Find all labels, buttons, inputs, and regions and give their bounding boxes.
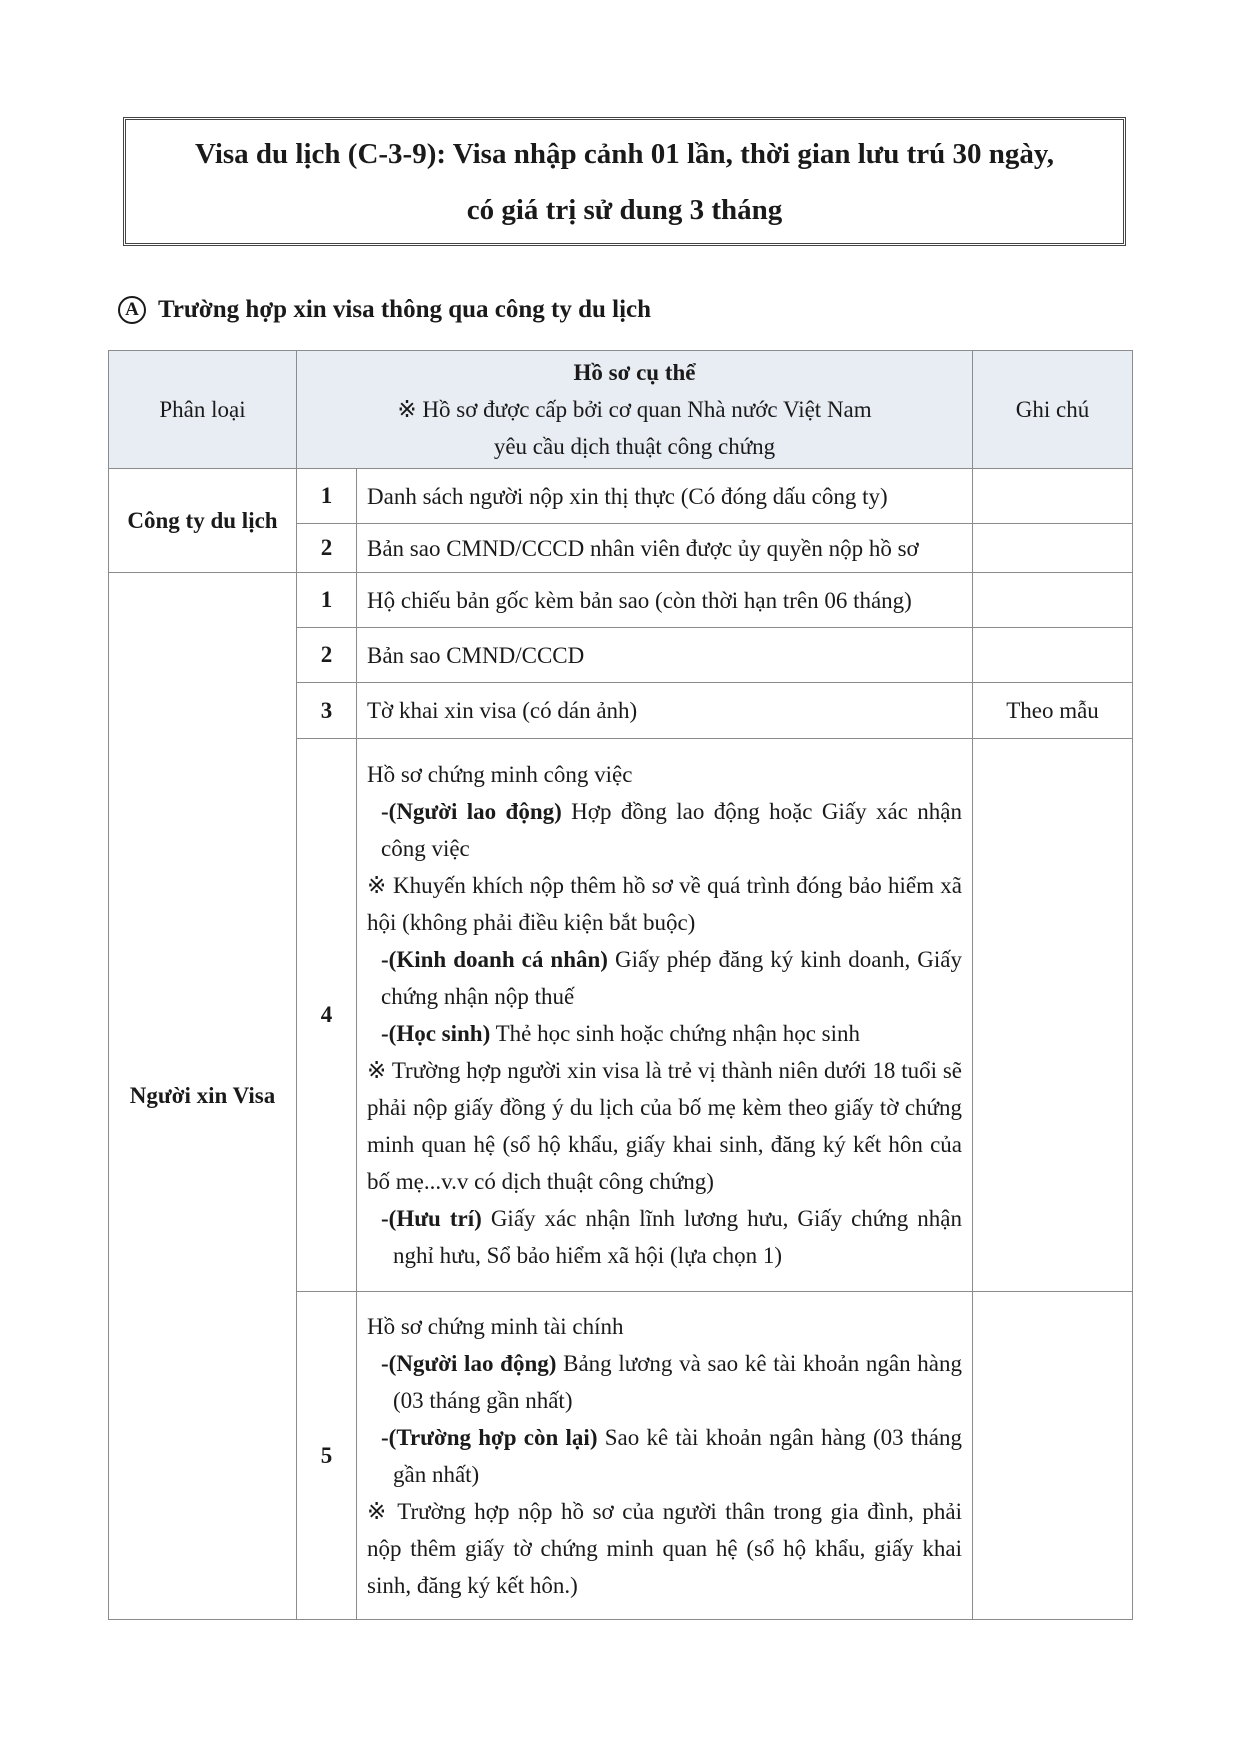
row-document: Danh sách người nộp xin thị thực (Có đóng dấu công ty) xyxy=(357,469,973,524)
row-note xyxy=(973,573,1133,628)
employment-student-label: -(Học sinh) xyxy=(381,1021,491,1046)
row-number: 3 xyxy=(297,683,357,739)
financial-worker-label: -(Người lao động) xyxy=(381,1350,557,1376)
financial-worker xyxy=(367,1345,962,1419)
employment-business-label: -(Kinh doanh cá nhân) xyxy=(381,947,608,972)
header-documents-note-1: ※ Hồ sơ được cấp bởi cơ quan Nhà nước Việt Nam xyxy=(397,397,872,422)
employment-worker-kome: ※ Khuyến khích nộp thêm hồ sơ về quá trình đóng bảo hiểm xã hội (không phải điều kiện bắt buộc) xyxy=(367,873,963,935)
row-document: Bản sao CMND/CCCD nhân viên được ủy quyền nộp hồ sơ xyxy=(357,524,973,573)
row-note xyxy=(973,739,1133,1292)
row-note xyxy=(973,628,1133,683)
employment-retired-label: -(Hưu trí) xyxy=(381,1206,482,1231)
employment-business xyxy=(367,941,962,1015)
financial-intro: Hồ sơ chứng minh tài chính xyxy=(367,1313,624,1339)
employment-retired-text: Giấy xác nhận lĩnh lương hưu, Giấy chứng nhận nghỉ hưu, Sổ bảo hiểm xã hội (lựa chọn 1) xyxy=(393,1206,963,1268)
row-document: Hộ chiếu bản gốc kèm bản sao (còn thời hạn trên 06 tháng) xyxy=(357,573,973,628)
row-note: Theo mẫu xyxy=(973,683,1133,739)
employment-worker xyxy=(367,793,962,867)
category-travel-company: Công ty du lịch xyxy=(109,469,297,573)
section-heading xyxy=(118,296,651,324)
row-note xyxy=(973,1292,1133,1620)
header-documents xyxy=(297,351,973,469)
table-row xyxy=(109,573,1133,628)
category-visa-applicant: Người xin Visa xyxy=(109,573,297,1620)
document-title-box xyxy=(123,117,1126,246)
row-note xyxy=(973,469,1133,524)
employment-student-text: Thẻ học sinh hoặc chứng nhận học sinh xyxy=(495,1021,860,1046)
employment-retired xyxy=(367,1200,962,1274)
header-remarks: Ghi chú xyxy=(973,351,1133,469)
financial-family-kome: ※ Trường hợp nộp hồ sơ của người thân trong gia đình, phải nộp thêm giấy tờ chứng minh quan hệ (sổ hộ khẩu, giấy khai sinh, đăng ký kết hôn.) xyxy=(367,1498,963,1598)
row-document: Bản sao CMND/CCCD xyxy=(357,628,973,683)
financial-other xyxy=(367,1419,962,1493)
employment-minor-kome: ※ Trường hợp người xin visa là trẻ vị thành niên dưới 18 tuổi sẽ phải nộp giấy đồng ý du lịch của bố mẹ kèm theo giấy tờ chứng minh quan hệ (sổ hộ khẩu, giấy khai sinh, đăng ký kết hôn của bố mẹ...v.v có dịch thuật công chứng) xyxy=(367,1058,963,1194)
row-number: 1 xyxy=(297,573,357,628)
table-header-row xyxy=(109,351,1133,469)
row-number: 2 xyxy=(297,524,357,573)
employment-business-text: Giấy phép đăng ký kinh doanh, Giấy chứng nhận nộp thuế xyxy=(381,947,963,1009)
row-document-employment-proof xyxy=(357,739,973,1292)
header-category: Phân loại xyxy=(109,351,297,469)
employment-worker-label: -(Người lao động) xyxy=(381,799,562,824)
row-number: 1 xyxy=(297,469,357,524)
row-note xyxy=(973,524,1133,573)
header-documents-note-2: yêu cầu dịch thuật công chứng xyxy=(493,434,776,459)
row-document-financial-proof xyxy=(357,1292,973,1620)
title-line-2: có giá trị sử dung 3 tháng xyxy=(466,193,783,226)
employment-worker-text: Hợp đồng lao động hoặc Giấy xác nhận công việc xyxy=(381,799,963,861)
employment-intro: Hồ sơ chứng minh công việc xyxy=(367,762,633,787)
row-number: 4 xyxy=(297,739,357,1292)
row-document: Tờ khai xin visa (có dán ảnh) xyxy=(357,683,973,739)
financial-other-text: Sao kê tài khoản ngân hàng (03 tháng gần nhất) xyxy=(393,1424,963,1487)
requirements-table xyxy=(108,350,1133,1620)
financial-worker-text: Bảng lương và sao kê tài khoản ngân hàng (03 tháng gần nhất) xyxy=(393,1350,963,1413)
header-documents-title: Hồ sơ cụ thể xyxy=(573,360,696,385)
table-row xyxy=(109,469,1133,524)
financial-other-label: -(Trường hợp còn lại) xyxy=(381,1424,598,1450)
row-number: 5 xyxy=(297,1292,357,1620)
employment-student xyxy=(367,1015,962,1052)
section-heading-text: Trường hợp xin visa thông qua công ty du lịch xyxy=(158,296,652,323)
circled-a-icon: A xyxy=(118,296,146,324)
row-number: 2 xyxy=(297,628,357,683)
title-line-1: Visa du lịch (C-3-9): Visa nhập cảnh 01 lần, thời gian lưu trú 30 ngày, xyxy=(194,137,1055,170)
